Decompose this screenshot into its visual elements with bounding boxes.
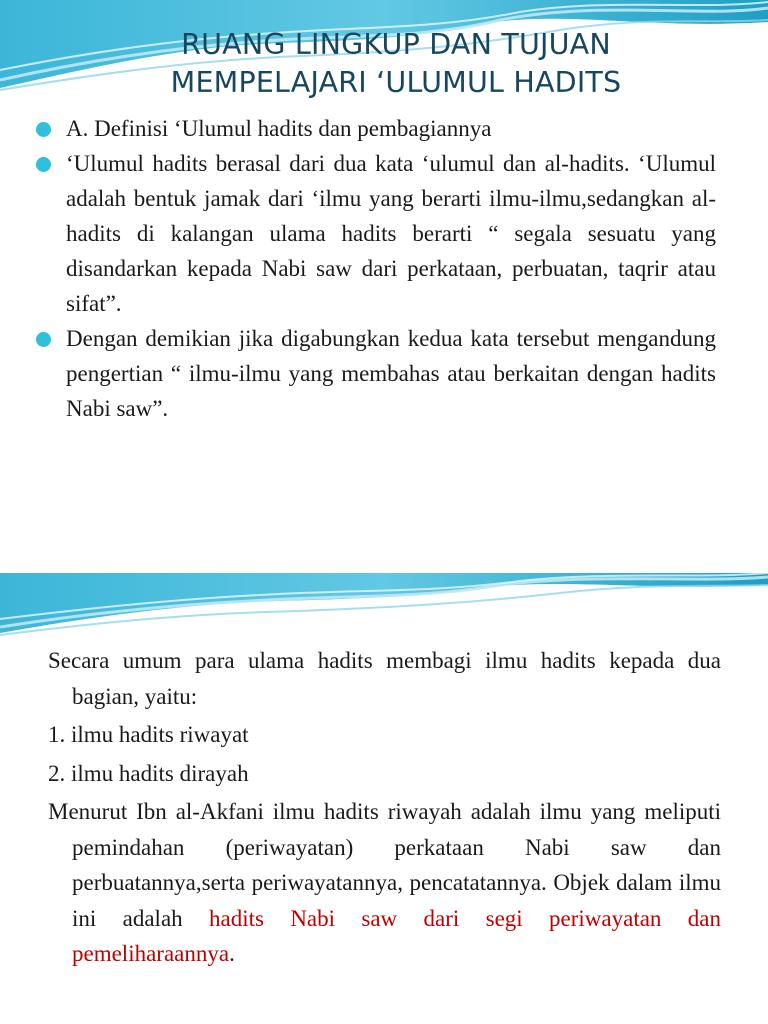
bullet-item bbox=[36, 321, 716, 426]
list-item: 1. ilmu hadits riwayat bbox=[48, 722, 249, 747]
slide-2-body bbox=[48, 643, 721, 975]
definition-text: Menurut Ibn al-Akfani ilmu hadits riwayah adalah ilmu yang meliputi pemindahan (periwayatan) perkataan Nabi saw dan perbuatannya,serta periwayatannya, pencatatannya. Objek dalam ilmu ini adalah bbox=[48, 799, 721, 931]
bullet-dot-icon bbox=[36, 332, 51, 347]
definition-paragraph bbox=[48, 794, 721, 972]
bullet-dot-icon bbox=[36, 157, 51, 172]
bullet-text: Dengan demikian jika digabungkan kedua kata tersebut mengandung pengertian “ ilmu-ilmu yang membahas atau berkaitan dengan hadits Nabi saw”. bbox=[66, 326, 716, 421]
slide-2 bbox=[0, 573, 768, 1024]
slide-title bbox=[90, 26, 702, 102]
bullet-item bbox=[36, 146, 716, 321]
bullet-item bbox=[36, 111, 716, 146]
list-item: 2. ilmu hadits dirayah bbox=[48, 760, 249, 786]
definition-end: . bbox=[229, 941, 235, 966]
bullet-list bbox=[36, 111, 716, 426]
wave-header-decoration bbox=[0, 573, 768, 643]
slide-title-line-1: RUANG LINGKUP DAN TUJUAN bbox=[181, 28, 611, 61]
slide-title-line-2: MEMPELAJARI ‘ULUMUL HADITS bbox=[170, 65, 622, 99]
bullet-dot-icon bbox=[36, 122, 51, 137]
intro-paragraph: Secara umum para ulama hadits membagi ilmu hadits kepada dua bagian, yaitu: bbox=[48, 648, 721, 709]
bullet-text: ‘Ulumul hadits berasal dari dua kata ‘ulumul dan al-hadits. ‘Ulumul adalah bentuk jamak dari ‘ilmu yang berarti ilmu-ilmu,sedangkan al-hadits di kalangan ulama hadits berarti “ segala sesuatu yang disandarkan kepada Nabi saw dari perkataan, perbuatan, taqrir atau sifat”. bbox=[66, 151, 716, 316]
bullet-text: A. Definisi ‘Ulumul hadits dan pembagiannya bbox=[66, 116, 492, 141]
highlighted-text: hadits Nabi saw dari segi periwayatan dan pemeliharaannya bbox=[72, 905, 721, 966]
